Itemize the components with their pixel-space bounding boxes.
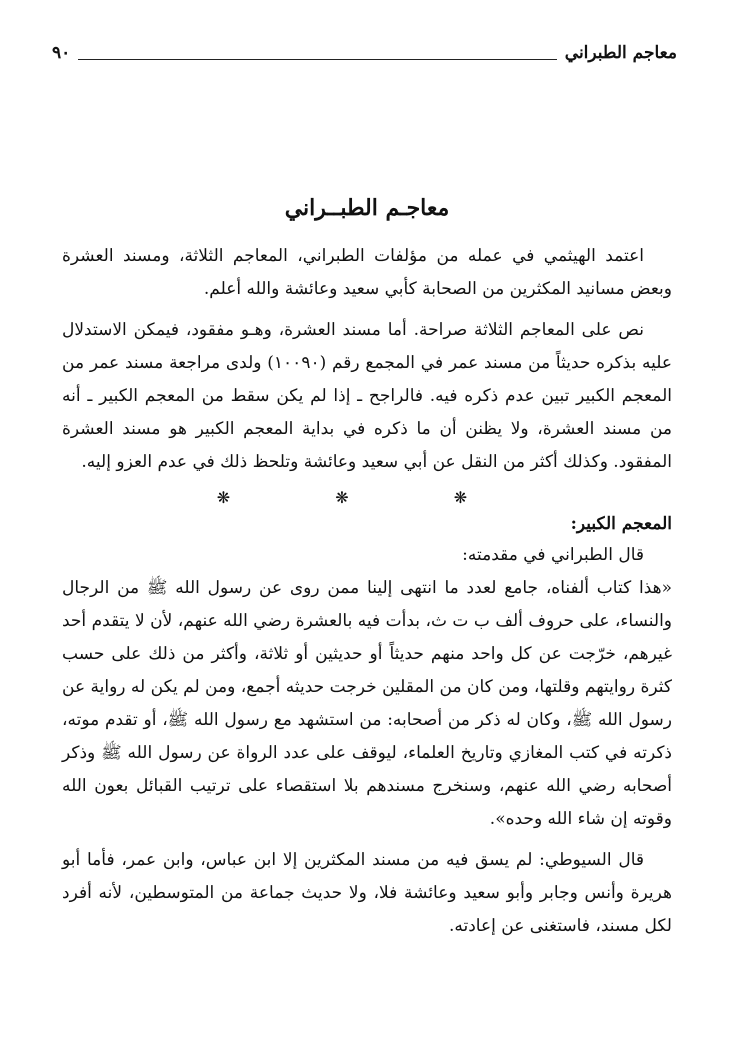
paragraph-2: نص على المعاجم الثلاثة صراحة. أما مسند العشرة، وهـو مفقود، فيمكن الاستدلال عليه بذكره حديثاً من مسند عمر في المجمع رقم (١٠٠٩٠) ولدى مراجعة مسند عمر من المعجم الكبير تبين عدم ذكره فيه. فالراجح ـ إذا لم يكن سقط من المعجم الكبير ـ أنه من مسند العشرة، ولا يظنن أن ما ذكره في بداية المعجم الكبير هو مسند العشرة المفقود. وكذلك أكثر من النقل عن أبي سعيد وعائشة وتلحظ ذلك في عدم العزو إليه. — [62, 320, 673, 472]
running-head-rule — [78, 59, 557, 60]
section-heading: المعجم الكبير: — [570, 514, 672, 534]
tabarani-quote: «هذا كتاب ألفناه، جامع لعدد ما انتهى إلينا ممن روى عن رسول الله ﷺ من الرجال والنساء، على حروف ألف ب ت ث، بدأت فيه بالعشرة رضي الله عنهم، لأن لا يتقدم أحد غيرهم، خرّجت عن كل واحد منهم حديثاً أو حديثين أو ثلاثة، وأكثر من ذلك على حسب كثرة روايتهم وقلتها، ومن كان من المقلين خرجت حديثه أجمع، ومن لم يكن له رواية عن رسول الله ﷺ، وكان له ذكر من أصحابه: من استشهد مع رسول الله ﷺ، أو تقدم موته، ذكرته في كتب المغازي وتاريخ العلماء، ليوقف على عدد الرواة عن رسول الله ﷺ وذكر أصحابه رضي الله عنهم، وسنخرج مسندهم بلا استقصاء على ترتيب القبائل بعون الله وقوته إن شاء الله وحده». — [62, 578, 672, 829]
section-separator: ❋ ❋ ❋ — [216, 488, 518, 507]
quote-intro: قال الطبراني في مقدمته: — [462, 545, 644, 565]
suyuti-paragraph: قال السيوطي: لم يسق فيه من مسند المكثرين إلا ابن عباس، وابن عمر، فأما أبو هريرة وأنس وجابر وأبو سعيد وعائشة فلا، ولا حديث جماعة من المتوسطين، لأنه أفرد لكل مسند، فاستغنى عن إعادته. — [62, 850, 672, 936]
running-head-title: معاجم الطبراني — [564, 43, 677, 63]
main-text — [62, 190, 672, 951]
paragraph-1: اعتمد الهيثمي في عمله من مؤلفات الطبراني، المعاجم الثلاثة، ومسند العشرة وبعض مسانيد المكثرين من الصحابة كأبي سعيد وعائشة والله أعلم. — [62, 246, 672, 299]
page-number: ٩٠ — [52, 43, 71, 63]
chapter-title: معاجـم الطبــراني — [284, 195, 450, 221]
running-head — [52, 38, 677, 68]
